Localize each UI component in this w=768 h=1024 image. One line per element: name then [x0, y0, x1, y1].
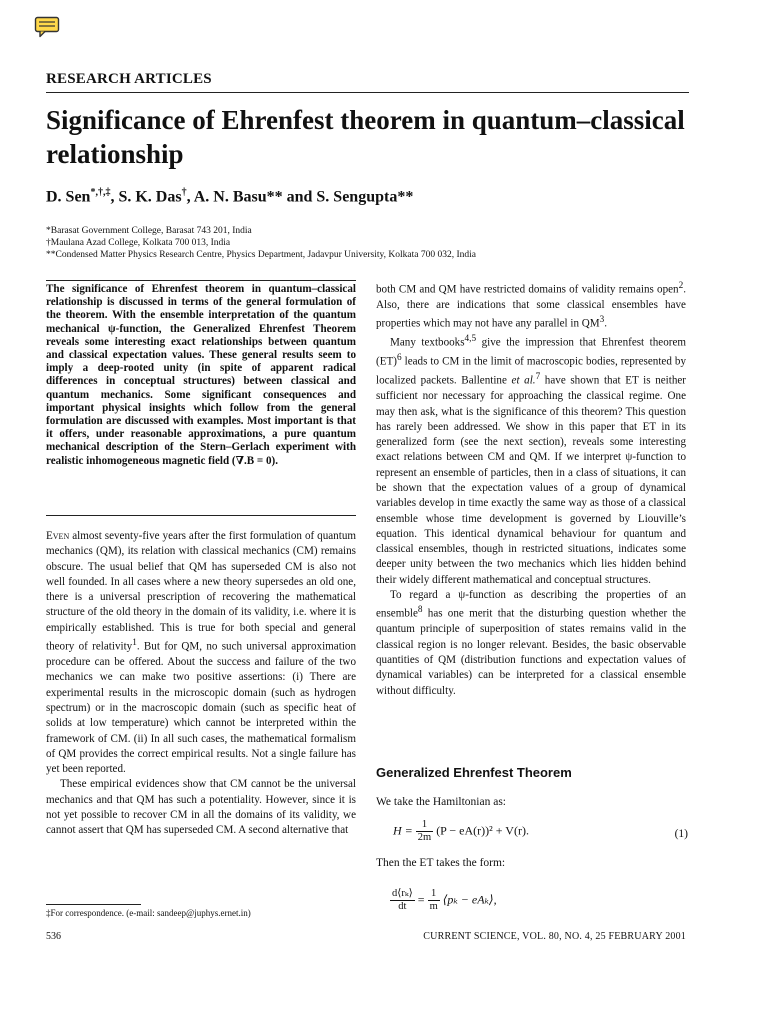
body-text: We take the Hamiltonian as: [376, 796, 507, 808]
reference-mark: 7 [535, 372, 541, 383]
fraction: $\frac{\text{d⟨rₖ⟩}}{dt}$ [392, 888, 413, 912]
footnote-rule [46, 904, 141, 905]
abstract-top-rule [46, 280, 356, 281]
reference-mark: 4,5 [464, 334, 477, 345]
section-label: RESEARCH ARTICLES [46, 71, 212, 87]
section-heading: Generalized Ehrenfest Theorem [376, 765, 572, 780]
body-column-right [376, 279, 686, 699]
author-name: S. Sengupta** [316, 188, 414, 206]
body-paragraph: Many textbooks$^{4,5}$ give the impression that Ehrenfest theorem (ET)$^6$ leads to CM in the limit of macroscopic bodies, represented by localized packets. Ballentine et al.$^7$ have shown that ET is neither sufficient nor necessary for approaching the classical regime. One may then ask, what is the significance of this theorem? This question has rarely been addressed. We show in this paper that ET in its generalized form (see the next section), reveals some interesting exact relations between CM and QM. If we interpret ψ-function to represent an ensemble of particles, then in a class of situations, it can be shown that the expectation values of a group of dynamical variables develop in time exactly the same way as those of a classical ensemble whose time development is governed by Liouville’s equation. This identical dynamical behaviour for quantum and classical ensembles, though in restricted situations, indicates some deeper unity between the two mechanics which lies hidden behind their widely different mathematical and conceptual structures. [376, 334, 686, 586]
drop-word: Even [46, 530, 70, 542]
footnote: ‡For correspondence. (e-mail: sandeep@juphys.ernet.in) [46, 908, 251, 918]
author-mark: † [181, 187, 187, 198]
body-text: Then the ET takes the form: [376, 857, 506, 869]
body-paragraph: These empirical evidences show that CM cannot be the universal mechanics and that QM has such a potentiality. However, since it is not yet possible to recover CM in all the domains of its validity, we cannot assert that QM has superseded CM. A second alternative that [46, 778, 356, 837]
page-number: 536 [46, 931, 61, 942]
author-mark: *,†,‡ [90, 187, 111, 198]
author-name: S. K. Das [118, 188, 182, 206]
body-paragraph: Even almost seventy-five years after the first formulation of quantum mechanics (QM), its relation with classical mechanics (CM) remains obscure. The usual belief that QM has superseded CM is also not well founded. In all cases where a new theory supersedes an old one, there is a universal prescription of recovering the mathematical structure of the old theory in the domain of its validity, i.e. where it is empirically established. This is true for both special and general theory of relativity$^1$. But for QM, no such universal approximation procedure can be offered. About the success and failure of the two mechanics we can make two positive assertions: (i) There are experimental results in the microscopic domain (such as hydrogen spectrum) or in the macroscopic domain (such as specific heat of solids at low temperature) which cannot be interpreted within the framework of CM. (ii) In all such cases, the mathematical formalism of QM provides the correct empirical results. Not a single failure has yet been reported. [46, 530, 356, 776]
fraction: $\frac{1}{2m}$ [417, 819, 432, 843]
reference-mark: 1 [132, 638, 137, 649]
body-column-left [46, 529, 356, 839]
author-conjunction: and [286, 188, 313, 206]
author-name: A. N. Basu** [193, 188, 283, 206]
affiliation-line: *Barasat Government College, Barasat 743 201, India [46, 226, 252, 236]
affiliations [46, 225, 476, 261]
reference-mark: 3 [599, 315, 605, 326]
equation-number: (1) [674, 828, 688, 840]
reference-mark: 8 [417, 605, 423, 616]
affiliation-line: **Condensed Matter Physics Research Centre, Physics Department, Jadavpur University, Kolkata 700 032, India [46, 250, 476, 260]
journal-citation: CURRENT SCIENCE, VOL. 80, NO. 4, 25 FEBRUARY 2001 [423, 931, 686, 942]
body-paragraph: To regard a ψ-function as describing the properties of an ensemble$^8$ has one merit that the disturbing question whether the quantum principle of superposition of states remains valid in the classical region is no longer relevant. Besides, the basic observable quantities of QM (distribution functions and expectation values of dynamical variables) can be interpreted for a classical ensemble without difficulty. [376, 589, 686, 697]
reference-mark: 6 [396, 353, 402, 364]
equation-2: $\frac{\text{d⟨rₖ⟩}}{dt}$ = $\frac{1}{m}$ ⟨pₖ − eAₖ⟩, [392, 888, 497, 912]
article-title: Significance of Ehrenfest theorem in quantum–classical relationship [46, 105, 685, 169]
abstract: The significance of Ehrenfest theorem in quantum–classical relationship is discussed in terms of the general formulation of the theorem. With the ensemble interpretation of the quantum mechanical ψ-function, the Generalized Ehrenfest Theorem reveals some interesting exact relationships between quantum and classical expectation values. These general results seem to imply a deep-rooted unity (in spite of apparent radical differences in conceptual structures) between classical and quantum mechanics. Some significant consequences and important physical insights which follow from the general formulation are discussed with examples. Most important is that it offers, under reasonable approximations, a pure quantum mechanical description of the Stern–Gerlach experiment with realistic inhomogeneous magnetic field (∇.B = 0). [46, 283, 356, 467]
affiliation-line: †Maulana Azad College, Kolkata 700 013, India [46, 238, 231, 248]
author-line: D. Sen*,†,‡, S. K. Das†, A. N. Basu** and S. Sengupta** [46, 187, 414, 206]
equation-1: H = $\frac{1}{2m}$ (P − eA(r))² + V(r). (1) [393, 819, 688, 843]
header-divider [46, 92, 689, 93]
author-name: D. Sen [46, 188, 91, 206]
fraction: $\frac{1}{m}$ [429, 888, 438, 912]
abstract-bottom-rule [46, 515, 356, 516]
reference-mark: 2 [678, 281, 684, 291]
body-paragraph: both CM and QM have restricted domains of validity remains open$^2$. Also, there are indications that some classical ensembles have properties which may not have any parallel in $QM^3$. [376, 281, 686, 330]
comment-note-icon[interactable] [34, 16, 60, 38]
